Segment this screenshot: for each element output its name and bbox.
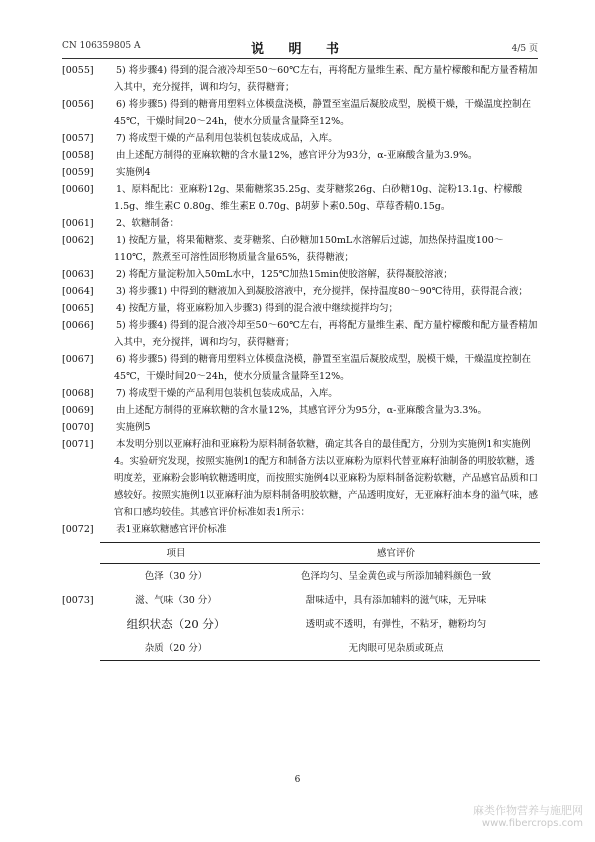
watermark-url: www.fibercrops.com <box>481 818 583 829</box>
page-header <box>62 38 538 59</box>
paragraph-number: [0073] <box>62 595 94 606</box>
paragraph-number: [0065] <box>62 303 94 314</box>
paragraph-text: 6) 将步骤5) 得到的糖膏用塑料立体模盘浇模，静置至室温后凝胶成型，脱模干燥，干燥温度控制在45℃，干燥时间20～24h，使水分质量含量降至12%。 <box>114 354 532 382</box>
paragraph <box>62 164 540 181</box>
paragraph <box>62 300 540 317</box>
table-cell-item: 组织状态（20 分） <box>126 616 226 631</box>
paragraph-text: 实施例5 <box>116 422 151 433</box>
paragraph-number: [0062] <box>62 235 94 246</box>
paragraph-number: [0059] <box>62 167 94 178</box>
paragraph <box>62 521 540 538</box>
table-header-cell: 项目 <box>100 543 252 564</box>
paragraph-number: [0064] <box>62 286 94 297</box>
table-block <box>62 542 540 660</box>
paragraph-text: 1) 按配方量，将果葡糖浆、麦芽糖浆、白砂糖加150mL水溶解后过滤，加热保持温度100～110℃，熬煮至可溶性固形物质量含量65%，获得糖液； <box>114 235 504 263</box>
paragraph-number: [0061] <box>62 218 94 229</box>
paragraph-number: [0056] <box>62 99 94 110</box>
paragraph-text: 2、软糖制备： <box>116 218 180 229</box>
paragraph <box>62 419 540 436</box>
paragraph-text: 5) 将步骤4) 得到的混合液冷却至50～60℃左右，再将配方量维生素、配方量柠檬酸和配方量香精加入其中，充分搅拌，调和均匀，获得糖膏； <box>114 320 538 348</box>
paragraph-number: [0067] <box>62 354 94 365</box>
paragraph-number: [0058] <box>62 150 94 161</box>
paragraph <box>62 232 540 266</box>
table-cell-criteria: 透明或不透明，有弹性，不粘牙，糖粉均匀 <box>305 618 487 630</box>
table-cell-criteria: 无肉眼可见杂质或斑点 <box>348 642 444 654</box>
paragraph-text: 7) 将成型干燥的产品利用包装机包装成成品，入库。 <box>116 388 338 399</box>
document-title: 说 明 书 <box>250 42 350 57</box>
paragraph <box>62 62 540 96</box>
page-indicator: 4/5 页 <box>511 44 538 54</box>
paragraph-number: [0055] <box>62 65 94 76</box>
paragraph <box>62 130 540 147</box>
table-header-cell: 感官评价 <box>252 543 540 564</box>
paragraph <box>62 181 540 215</box>
paragraph-list <box>62 62 540 538</box>
paragraph-number: [0071] <box>62 439 94 450</box>
paragraph <box>62 266 540 283</box>
paragraph <box>62 436 540 521</box>
paragraph-number: [0063] <box>62 269 94 280</box>
table-cell-item: 杂质（20 分） <box>144 642 208 654</box>
document-body <box>62 62 540 660</box>
paragraph-text: 由上述配方制得的亚麻软糖的含水量12%，感官评分为93分，α-亚麻酸含量为3.9%。 <box>116 150 478 161</box>
table-cell-item: 滋、气味（30 分） <box>135 594 217 606</box>
table-cell-criteria: 甜味适中，具有添加辅料的滋气味，无异味 <box>305 594 487 606</box>
paragraph-text: 6) 将步骤5) 得到的糖膏用塑料立体模盘浇模，静置至室温后凝胶成型，脱模干燥，干燥温度控制在45℃，干燥时间20～24h，使水分质量含量降至12%。 <box>114 99 532 127</box>
paragraph <box>62 385 540 402</box>
paragraph-text: 1、原料配比：亚麻粉12g、果葡糖浆35.25g、麦芽糖浆26g、白砂糖10g、淀粉13.1g、柠檬酸1.5g、维生素C 0.80g、维生素E 0.70g、β胡萝卜素0.50g、草莓香精0.15g。 <box>114 184 523 212</box>
publication-number: CN 106359805 A <box>62 41 141 51</box>
paragraph-text: 本发明分别以亚麻籽油和亚麻粉为原料制备软糖，确定其各自的最佳配方，分别为实施例1和实施例4。实验研究发现，按照实施例1的配方和制备方法以亚麻粉为原料代替亚麻籽油制备的明胶软糖，透明度差，亚麻粉会影响软糖透明度，而按照实施例4以亚麻粉为原料制备淀粉软糖，产品感官品质和口感较好。按照实施例1以亚麻籽油为原料制备明胶软糖，产品透明度好，无亚麻籽油本身的溢气味，感官和口感均较佳。其感官评价标准如表1所示： <box>114 439 539 518</box>
table-row <box>100 612 540 636</box>
paragraph-text: 由上述配方制得的亚麻软糖的含水量12%，其感官评分为95分，α-亚麻酸含量为3.3%。 <box>116 405 487 416</box>
paragraph-text: 2) 将配方量淀粉加入50mL水中，125℃加热15min使胶溶解，获得凝胶溶液； <box>116 269 453 280</box>
table-cell-item: 色泽（30 分） <box>144 570 208 582</box>
paragraph-number: [0068] <box>62 388 94 399</box>
paragraph <box>62 317 540 351</box>
table-row <box>100 588 540 612</box>
paragraph <box>62 215 540 232</box>
paragraph-number: [0057] <box>62 133 94 144</box>
paragraph-text: 3) 将步骤1) 中得到的糖液加入到凝胶溶液中，充分搅拌，保持温度80～90℃待用，获得混合液； <box>116 286 528 297</box>
paragraph-number: [0070] <box>62 422 94 433</box>
table-header-row <box>100 543 540 564</box>
sensory-evaluation-table <box>100 542 540 661</box>
table-cell-criteria: 色泽均匀、呈金黄色或与所添加辅料颜色一致 <box>300 570 491 582</box>
paragraph <box>62 283 540 300</box>
watermark <box>473 804 583 830</box>
paragraph <box>62 147 540 164</box>
paragraph-number: [0066] <box>62 320 94 331</box>
paragraph <box>62 351 540 385</box>
paragraph-number: [0069] <box>62 405 94 416</box>
page-number: 6 <box>294 775 301 785</box>
paragraph-number: [0072] <box>62 524 94 535</box>
table-row <box>100 636 540 661</box>
paragraph <box>62 96 540 130</box>
watermark-name: 麻类作物营养与施肥网 <box>473 804 583 817</box>
table-row <box>100 564 540 589</box>
paragraph <box>62 402 540 419</box>
paragraph-text: 5) 将步骤4) 得到的混合液冷却至50～60℃左右，再将配方量维生素、配方量柠檬酸和配方量香精加入其中，充分搅拌，调和均匀，获得糖膏； <box>114 65 538 93</box>
paragraph-text: 表1亚麻软糖感官评价标准 <box>116 524 227 535</box>
paragraph-number: [0060] <box>62 184 94 195</box>
paragraph-text: 4) 按配方量，将亚麻粉加入步骤3) 得到的混合液中继续搅拌均匀； <box>116 303 399 314</box>
paragraph-text: 实施例4 <box>116 167 151 178</box>
paragraph-text: 7) 将成型干燥的产品利用包装机包装成成品，入库。 <box>116 133 338 144</box>
